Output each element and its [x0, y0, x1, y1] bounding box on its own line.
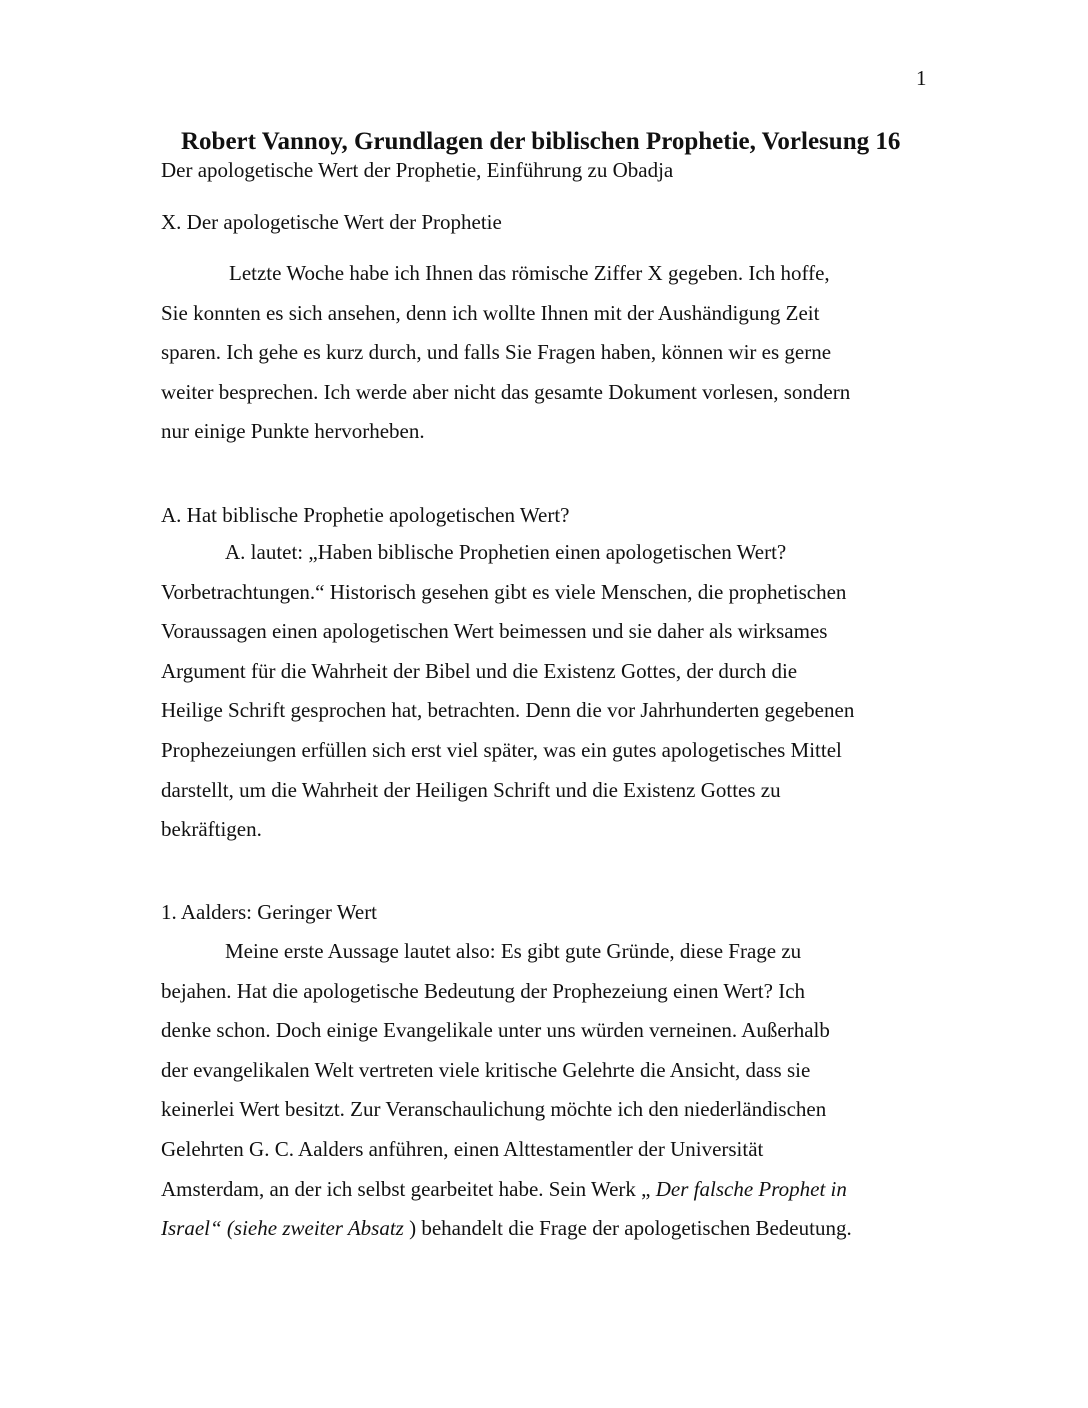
- paragraph-line: Argument für die Wahrheit der Bibel und die Existenz Gottes, der durch die: [161, 658, 798, 683]
- paragraph-line: sparen. Ich gehe es kurz durch, und falls Sie Fragen haben, können wir es gerne: [161, 340, 832, 365]
- section-heading-1: 1. Aalders: Geringer Wert: [161, 900, 378, 924]
- document-subtitle: Der apologetische Wert der Prophetie, Einführung zu Obadja: [161, 158, 674, 182]
- section-1-paragraph: [161, 932, 927, 1249]
- book-title-text: Israel“ (siehe zweiter Absatz: [161, 1216, 404, 1241]
- section-a-paragraph: [161, 533, 927, 850]
- page-number: 1: [916, 66, 927, 90]
- document-title: Robert Vannoy, Grundlagen der biblischen Prophetie, Vorlesung 16: [181, 128, 901, 155]
- paragraph-line: [161, 1170, 927, 1210]
- paragraph-line: bejahen. Hat die apologetische Bedeutung der Prophezeiung einen Wert? Ich: [161, 978, 806, 1003]
- paragraph-line: keinerlei Wert besitzt. Zur Veranschaulichung möchte ich den niederländischen: [161, 1097, 827, 1122]
- paragraph-line: der evangelikalen Welt vertreten viele kritische Gelehrte die Ansicht, dass sie: [161, 1057, 811, 1082]
- line-text: Amsterdam, an der ich selbst gearbeitet habe. Sein Werk „: [161, 1176, 656, 1201]
- section-heading-a: A. Hat biblische Prophetie apologetischen Wert?: [161, 503, 570, 527]
- paragraph-line: denke schon. Doch einige Evangelikale unter uns würden verneinen. Außerhalb: [161, 1018, 830, 1043]
- paragraph-line: Sie konnten es sich ansehen, denn ich wollte Ihnen mit der Aushändigung Zeit: [161, 300, 820, 325]
- paragraph-line: nur einige Punkte hervorheben.: [161, 419, 425, 444]
- paragraph-line: Letzte Woche habe ich Ihnen das römische Ziffer X gegeben. Ich hoffe,: [229, 261, 830, 285]
- section-heading-x: X. Der apologetische Wert der Prophetie: [161, 210, 502, 234]
- paragraph-line: Meine erste Aussage lautet also: Es gibt gute Gründe, diese Frage zu: [225, 939, 802, 963]
- paragraph-line: weiter besprechen. Ich werde aber nicht das gesamte Dokument vorlesen, sondern: [161, 379, 851, 404]
- paragraph-line: [161, 1209, 927, 1249]
- paragraph-line: Heilige Schrift gesprochen hat, betrachten. Denn die vor Jahrhunderten gegebenen: [161, 698, 855, 723]
- paragraph-line: Vorbetrachtungen.“ Historisch gesehen gibt es viele Menschen, die prophetischen: [161, 579, 847, 604]
- intro-paragraph: [161, 254, 927, 452]
- paragraph-line: Gelehrten G. C. Aalders anführen, einen Alttestamentler der Universität: [161, 1136, 764, 1161]
- book-title-text: Der falsche Prophet in: [655, 1176, 847, 1201]
- paragraph-line: Voraussagen einen apologetischen Wert beimessen und sie daher als wirksames: [161, 619, 828, 644]
- paragraph-line: darstellt, um die Wahrheit der Heiligen Schrift und die Existenz Gottes zu: [161, 777, 781, 802]
- line-text: ) behandelt die Frage der apologetischen Bedeutung.: [403, 1216, 852, 1241]
- paragraph-line: bekräftigen.: [161, 817, 262, 842]
- paragraph-line: A. lautet: „Haben biblische Prophetien einen apologetischen Wert?: [225, 540, 787, 564]
- paragraph-line: Prophezeiungen erfüllen sich erst viel später, was ein gutes apologetisches Mittel: [161, 737, 842, 762]
